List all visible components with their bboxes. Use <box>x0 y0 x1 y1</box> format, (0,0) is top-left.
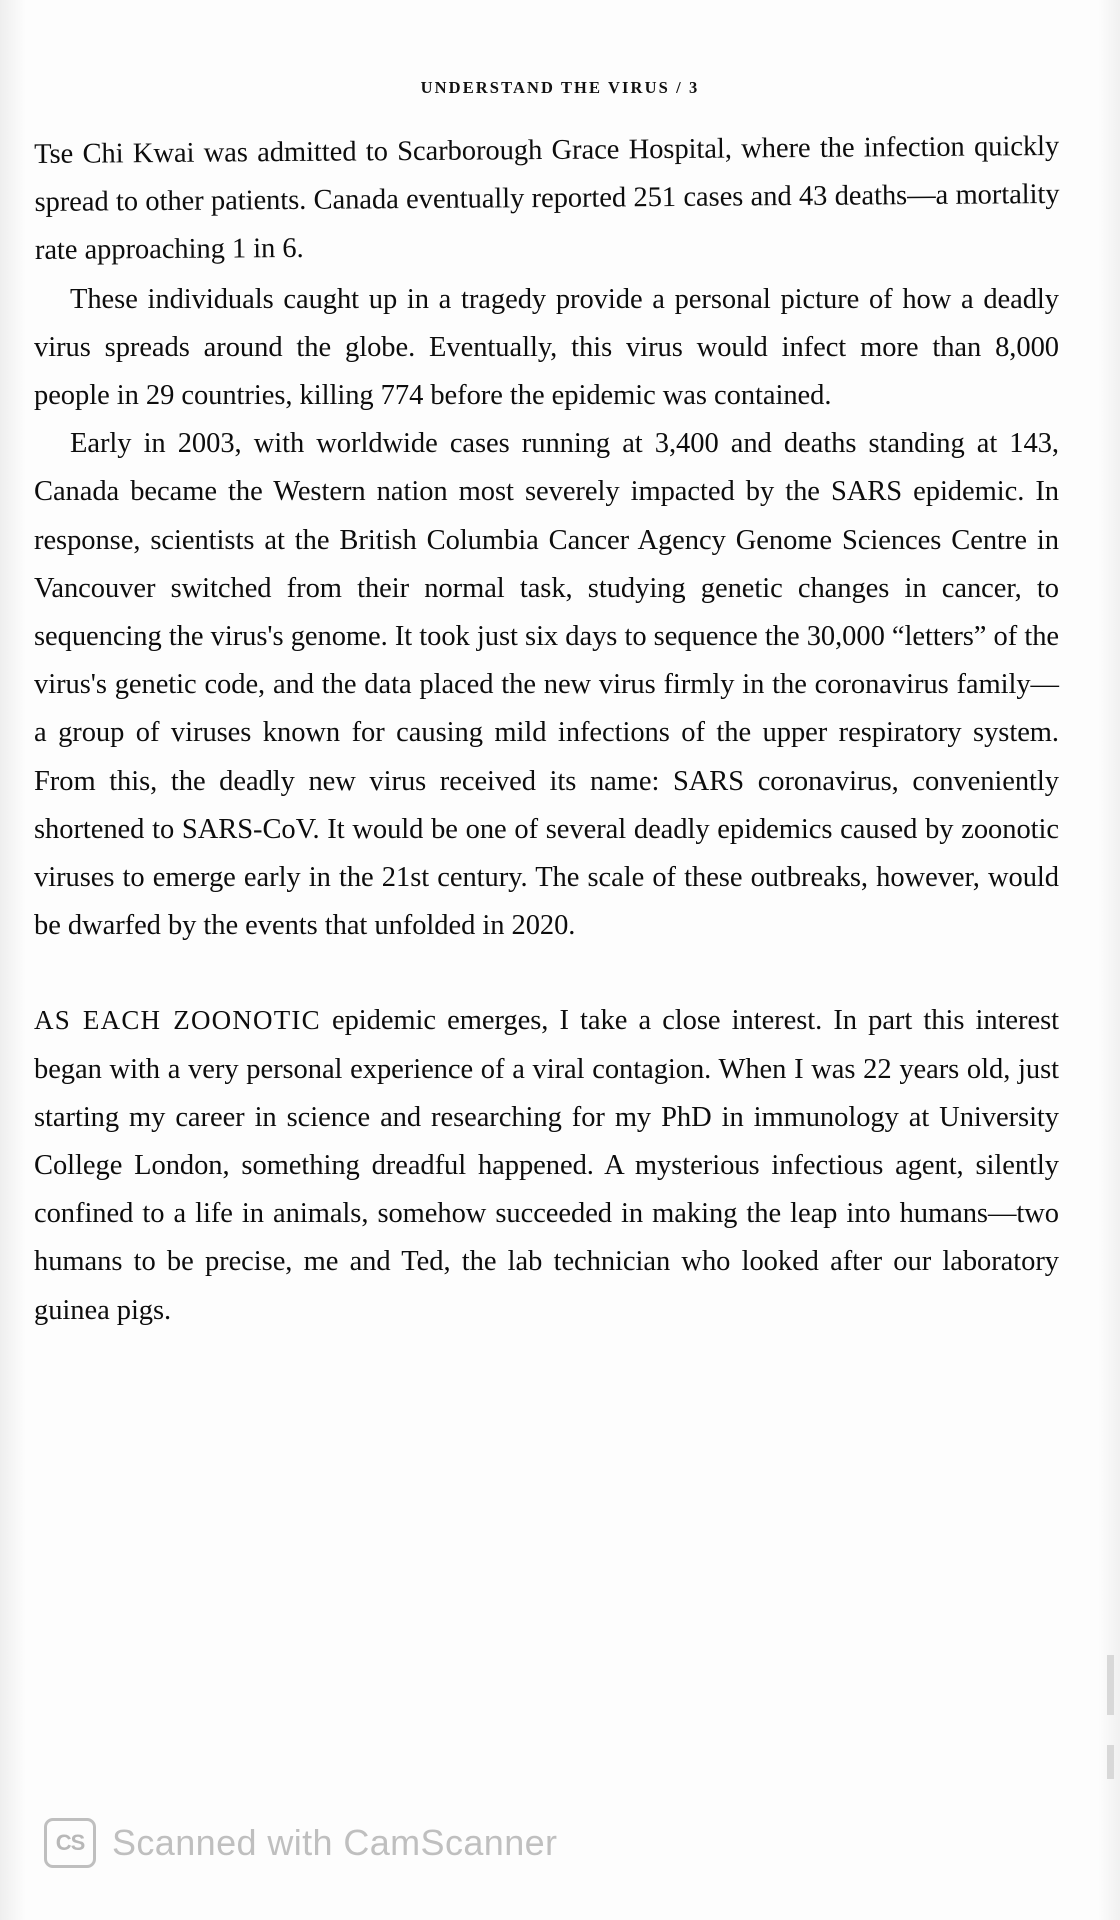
body-text <box>34 131 1086 1335</box>
scan-artifact <box>1107 1655 1114 1715</box>
camscanner-logo-icon: CS <box>44 1818 96 1868</box>
section-lead-in: AS EACH ZOONOTIC <box>34 1005 321 1036</box>
section-body: epidemic emerges, I take a close interest. In part this interest began with a very personal experience of a viral contagion. When I was 22 years old, just starting my career in science and researching for my PhD in immunology at University College London, something dreadful happened. A mysterious infectious agent, silently confined to a life in animals, somehow succeeded in making the leap into humans—two humans to be precise, me and Ted, the lab technician who looked after our laboratory guinea pigs. <box>34 1005 1059 1326</box>
camscanner-watermark <box>44 1818 557 1868</box>
paragraph-1: Tse Chi Kwai was admitted to Scarborough Grace Hospital, where the infection quickly spread to other patients. Canada eventually reported 251 cases and 43 deaths—a mortality rate approaching 1 in 6. <box>34 130 1060 267</box>
page-content <box>34 0 1086 1920</box>
camscanner-watermark-label: Scanned with CamScanner <box>112 1822 558 1863</box>
first-paragraph-block <box>34 123 1060 276</box>
paragraph-4 <box>34 996 1059 1334</box>
running-head: UNDERSTAND THE VIRUS / 3 <box>420 77 700 98</box>
scan-artifact <box>1107 1745 1114 1779</box>
paragraph-3: Early in 2003, with worldwide cases running at 3,400 and deaths standing at 143, Canada became the Western nation most severely impacted by the SARS epidemic. In response, scientists at the British Columbia Cancer Agency Genome Sciences Centre in Vancouver switched from their normal task, studying genetic changes in cancer, to sequencing the virus's genome. It took just six days to sequence the 30,000 “letters” of the virus's genetic code, and the data placed the new virus firmly in the coronavirus family—a group of viruses known for causing mild infections of the upper respiratory system. From this, the deadly new virus received its name: SARS coronavirus, conveniently shortened to SARS-CoV. It would be one of several deadly epidemics caused by zoonotic viruses to emerge early in the 21st century. The scale of these outbreaks, however, would be dwarfed by the events that unfolded in 2020. <box>34 428 1059 942</box>
paragraph-2: These individuals caught up in a tragedy provide a personal picture of how a deadly virus spreads around the globe. Eventually, this virus would infect more than 8,000 people in 29 countries, killing 774 before the epidemic was contained. <box>34 283 1059 412</box>
